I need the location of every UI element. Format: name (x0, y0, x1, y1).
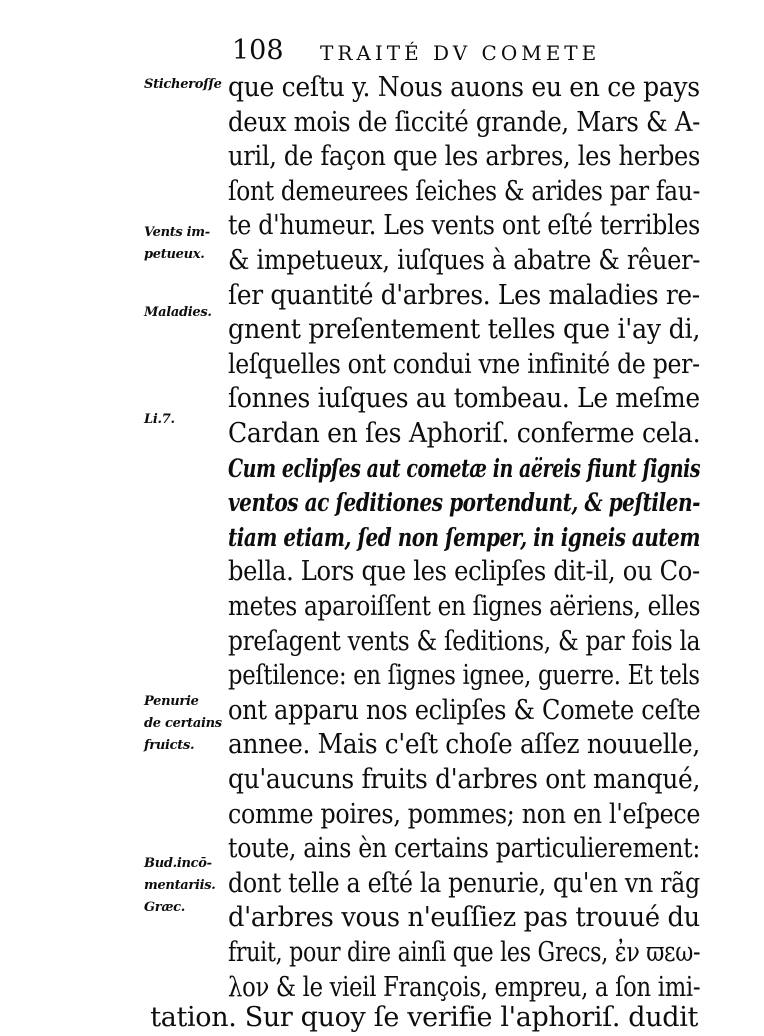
text-line: d'arbres vous n'euſſiez pas trouué du (228, 902, 700, 934)
text-line: toute, ains èn certains particulierement: (228, 833, 700, 865)
margin-note: Bud.incō- (144, 856, 212, 871)
latin-quote-line: tiam etiam, ſed non ſemper, in igneis autem (228, 522, 700, 552)
text-line: preſagent vents & ſeditions, & par fois la (228, 625, 701, 657)
page-number: 108 (232, 35, 284, 66)
latin-quote-line: ventos ac ſeditiones portendunt, & peſtilen- (228, 488, 700, 518)
text-line: qu'aucuns fruits d'arbres ont manqué, (228, 764, 701, 795)
margin-note: Penurie (144, 694, 199, 709)
text-line: uril, de façon que les arbres, les herbes (228, 141, 701, 173)
text-line: tation. Sur quoy ſe verifie l'aphoriſ. dudit (150, 1002, 698, 1034)
text-line: Cardan en ſes Aphoriſ. conferme cela. (228, 418, 701, 449)
text-line: ont apparu nos eclipſes & Comete ceſte (228, 694, 701, 726)
latin-quote-line: Cum eclipſes aut cometæ in aëreis fiunt ſignis (228, 453, 701, 483)
margin-note: Maladies. (144, 305, 212, 320)
text-line: metes aparoiſſent en ſignes aëriens, elles (228, 591, 701, 622)
text-line: bella. Lors que les eclipſes dit-il, ou Co- (228, 556, 700, 588)
page-header (232, 34, 672, 68)
text-line: ſonnes iuſques au tombeau. Le meſme (228, 383, 700, 415)
text-line: & impetueux, iuſques à abatre & rêuer- (228, 245, 701, 276)
margin-note: mentariis. (144, 878, 216, 893)
text-line: ſer quantité d'arbres. Les maladies re- (228, 279, 700, 311)
text-line: fruit, pour dire ainſi que les Grecs, ἐν ϖεω- (228, 937, 701, 968)
text-line: ſont demeurees ſeiches & arides par fau- (228, 175, 701, 207)
text-line: λον & le vieil François, empreu, a ſon imi- (228, 971, 701, 1003)
text-line: deux mois de ſiccité grande, Mars & A- (228, 106, 701, 138)
text-line: leſquelles ont condui vne infinité de per- (228, 348, 700, 380)
text-line: gnent preſentement telles que i'ay di, (228, 314, 701, 346)
text-line: annee. Mais c'eſt choſe aſſez nouuelle, (228, 729, 700, 761)
margin-note: de certains (144, 716, 222, 731)
margin-note: Vents im- (144, 225, 210, 240)
text-line: dont telle a eſté la penurie, qu'en vn rãg (228, 867, 700, 899)
margin-note: Sticheroſſe (144, 77, 222, 92)
margin-note: Græc. (144, 900, 186, 915)
margin-note: petueux. (144, 247, 205, 262)
running-title: TRAITÉ DV COMETE (320, 41, 601, 65)
text-line: peſtilence: en ſignes ignee, guerre. Et tels (228, 660, 700, 692)
margin-note: fruicts. (144, 738, 195, 753)
text-line: te d'humeur. Les vents ont eſté terribles (228, 210, 701, 242)
margin-note: Li.7. (144, 412, 175, 427)
text-line: comme poires, pommes; non en l'eſpece (228, 798, 701, 830)
text-line: que ceſtu y. Nous auons eu en ce pays (228, 72, 700, 103)
